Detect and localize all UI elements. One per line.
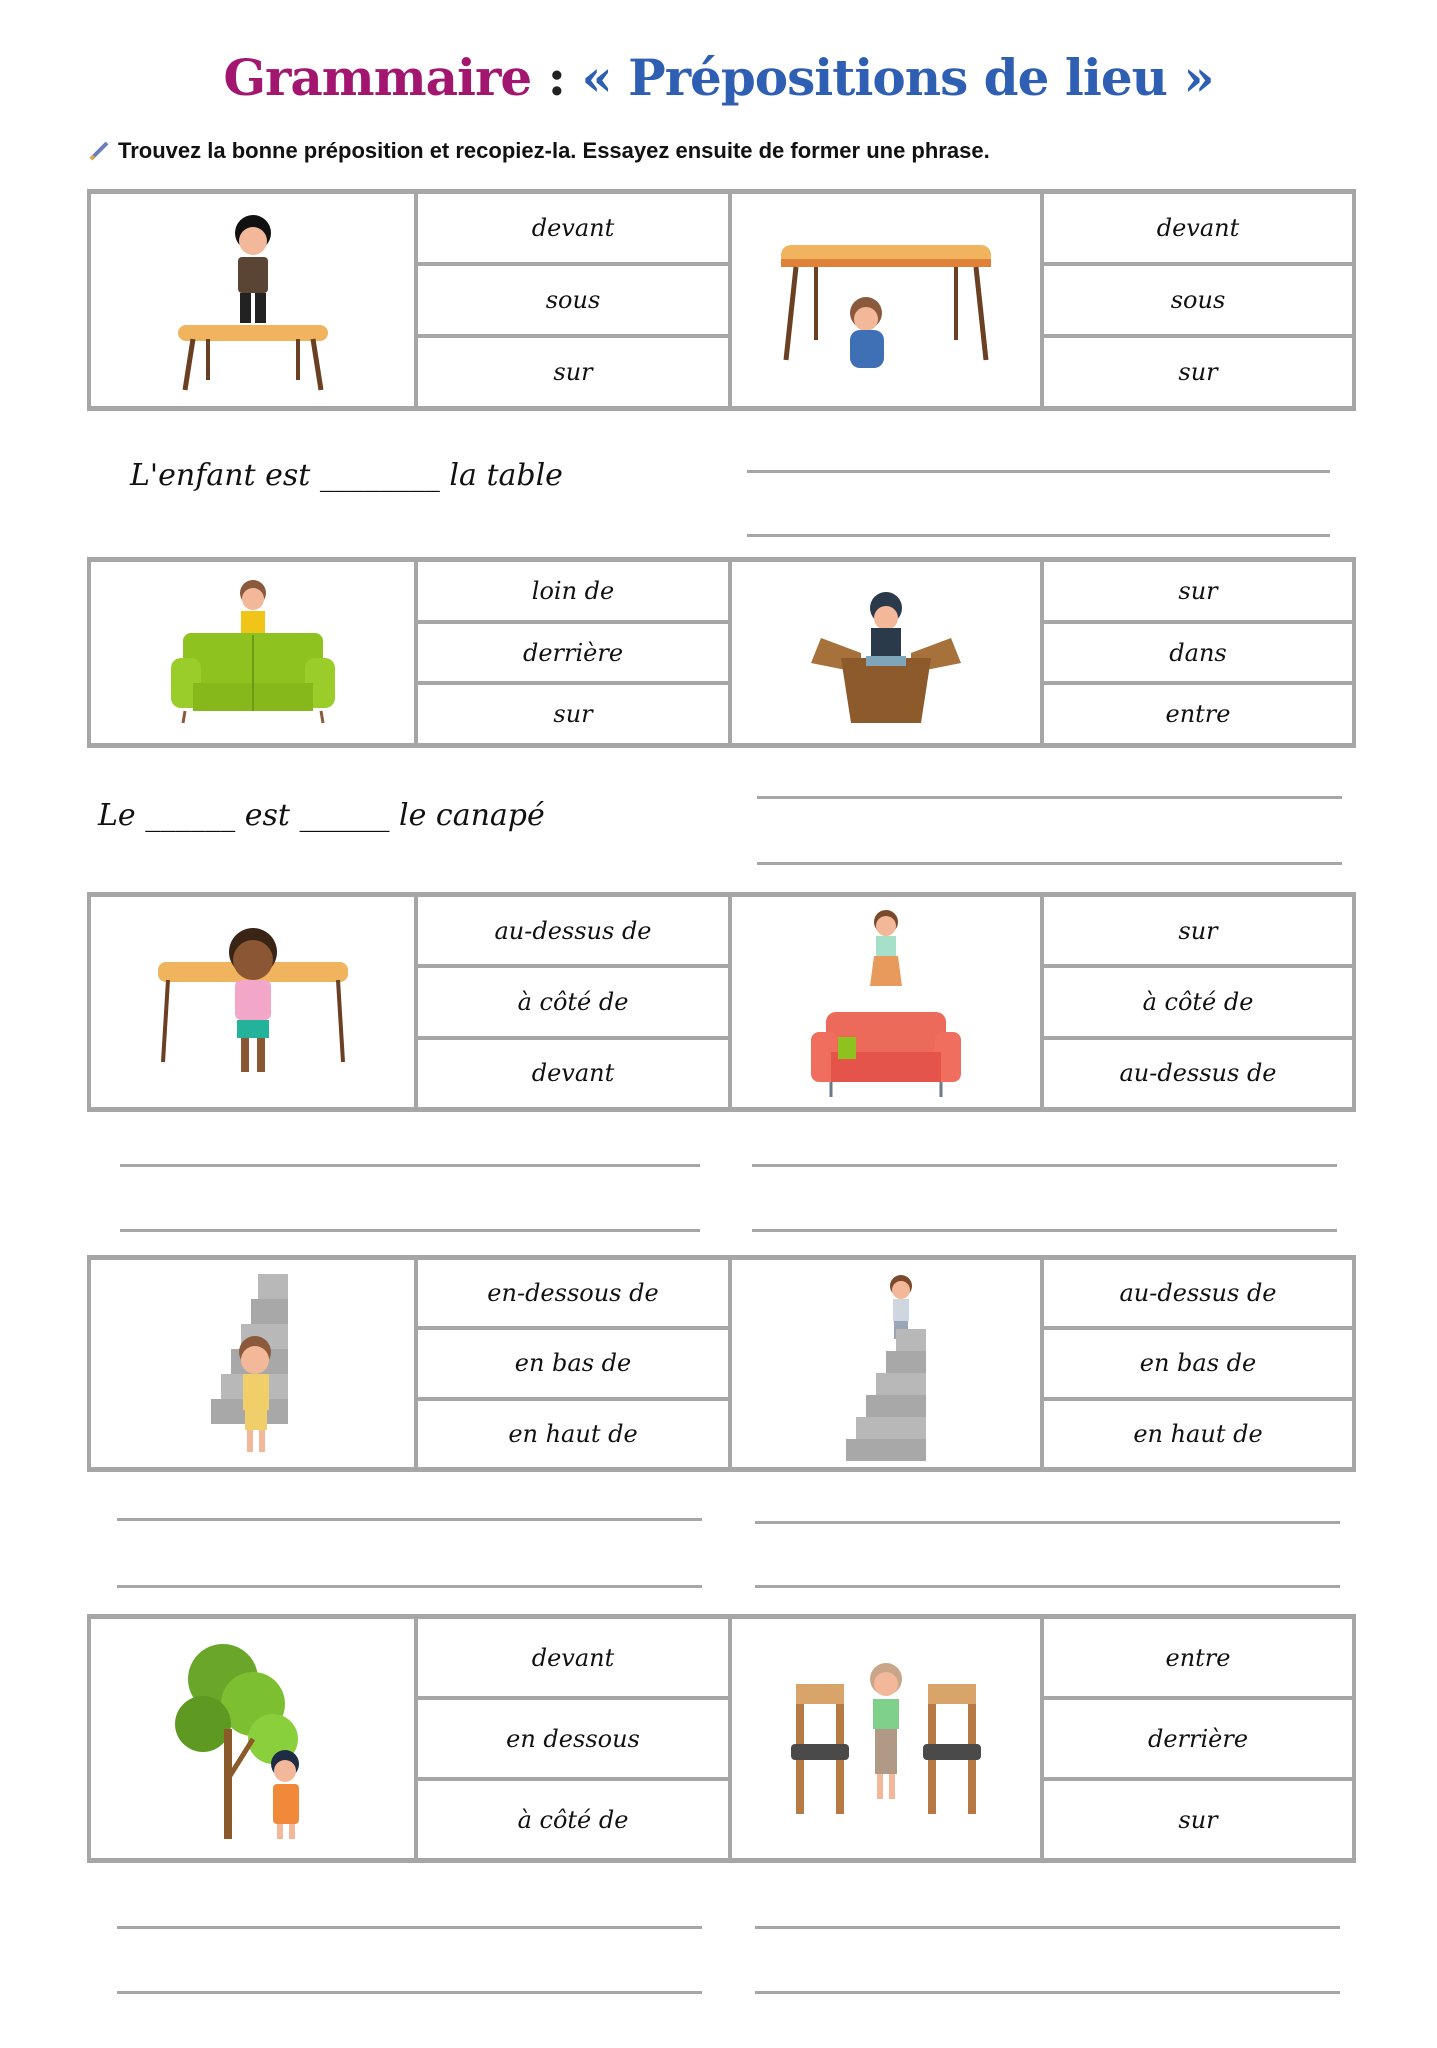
page-title bbox=[0, 48, 1437, 107]
option[interactable]: entre bbox=[1165, 700, 1231, 729]
girl-above-sofa-image bbox=[786, 902, 986, 1102]
option[interactable]: sous bbox=[1044, 266, 1352, 338]
options-column bbox=[1044, 1619, 1352, 1858]
option[interactable]: sur bbox=[1044, 562, 1352, 624]
writing-line[interactable] bbox=[120, 1229, 700, 1232]
writing-line[interactable] bbox=[117, 1926, 702, 1929]
image-cell bbox=[91, 1619, 418, 1858]
girl-next-to-tree-image bbox=[153, 1629, 353, 1849]
options-column bbox=[418, 194, 732, 406]
option[interactable]: en haut de bbox=[508, 1419, 638, 1448]
writing-line[interactable] bbox=[752, 1229, 1337, 1232]
title-grammaire: Grammaire bbox=[223, 48, 532, 107]
title-prepositions: « Prépositions de lieu » bbox=[581, 48, 1214, 107]
options-column bbox=[418, 562, 732, 743]
writing-line[interactable] bbox=[755, 1521, 1340, 1524]
image-cell bbox=[91, 562, 418, 743]
writing-line[interactable] bbox=[117, 1585, 702, 1588]
option[interactable]: en haut de bbox=[1133, 1419, 1263, 1448]
image-cell bbox=[91, 897, 418, 1107]
writing-line[interactable] bbox=[117, 1991, 702, 1994]
option[interactable]: en bas de bbox=[1044, 1330, 1352, 1400]
image-cell bbox=[732, 194, 1044, 406]
writing-line[interactable] bbox=[117, 1518, 702, 1521]
option[interactable]: sur bbox=[553, 358, 593, 386]
image-cell bbox=[732, 562, 1044, 743]
writing-line[interactable] bbox=[747, 534, 1330, 537]
exercise-table-4 bbox=[87, 1255, 1356, 1472]
girl-between-chairs-image bbox=[781, 1654, 991, 1824]
option[interactable]: derrière bbox=[1044, 1700, 1352, 1781]
option[interactable]: devant bbox=[531, 1059, 615, 1088]
option[interactable]: au-dessus de bbox=[418, 897, 728, 968]
options-column bbox=[418, 1619, 732, 1858]
option[interactable]: à côté de bbox=[418, 968, 728, 1039]
boy-on-table-image bbox=[153, 205, 353, 395]
options-column bbox=[1044, 1260, 1352, 1467]
writing-line[interactable] bbox=[120, 1164, 700, 1167]
image-cell bbox=[732, 1619, 1044, 1858]
exercise-table-3 bbox=[87, 892, 1356, 1112]
writing-line[interactable] bbox=[747, 470, 1330, 473]
boy-under-table-image bbox=[766, 215, 1006, 385]
option[interactable]: au-dessus de bbox=[1044, 1260, 1352, 1330]
writing-line[interactable] bbox=[755, 1991, 1340, 1994]
option[interactable]: au-dessus de bbox=[1119, 1059, 1277, 1088]
option[interactable]: en-dessous de bbox=[418, 1260, 728, 1330]
image-cell bbox=[732, 897, 1044, 1107]
girl-in-front-of-table-image bbox=[143, 912, 363, 1092]
example-sentence-2: Le ______ est ______ le canapé bbox=[98, 798, 545, 833]
option[interactable]: loin de bbox=[418, 562, 728, 624]
options-column bbox=[1044, 562, 1352, 743]
option[interactable]: entre bbox=[1044, 1619, 1352, 1700]
option[interactable]: sur bbox=[553, 700, 593, 729]
option[interactable]: devant bbox=[418, 1619, 728, 1700]
option[interactable]: en dessous bbox=[418, 1700, 728, 1781]
option[interactable]: sur bbox=[1178, 358, 1218, 386]
option[interactable]: sur bbox=[1178, 1805, 1218, 1834]
exercise-table-2 bbox=[87, 557, 1356, 748]
option[interactable]: devant bbox=[1044, 194, 1352, 266]
options-column bbox=[418, 1260, 732, 1467]
option[interactable]: sous bbox=[418, 266, 728, 338]
instruction bbox=[88, 138, 990, 164]
options-column bbox=[1044, 194, 1352, 406]
image-cell bbox=[91, 194, 418, 406]
writing-line[interactable] bbox=[752, 1164, 1337, 1167]
writing-line[interactable] bbox=[757, 796, 1342, 799]
exercise-table-1 bbox=[87, 189, 1356, 411]
options-column bbox=[418, 897, 732, 1107]
option[interactable]: en bas de bbox=[418, 1330, 728, 1400]
title-separator: : bbox=[531, 48, 582, 107]
instruction-text: Trouvez la bonne préposition et recopiez-la. Essayez ensuite de former une phrase. bbox=[118, 138, 990, 163]
exercise-table-5 bbox=[87, 1614, 1356, 1863]
girl-top-of-stairs-image bbox=[826, 1264, 946, 1464]
pencil-icon bbox=[88, 140, 110, 162]
writing-line[interactable] bbox=[755, 1585, 1340, 1588]
child-in-box-image bbox=[801, 578, 971, 728]
writing-line[interactable] bbox=[755, 1926, 1340, 1929]
option[interactable]: à côté de bbox=[1044, 968, 1352, 1039]
option[interactable]: devant bbox=[418, 194, 728, 266]
boy-behind-sofa-image bbox=[163, 573, 343, 733]
image-cell bbox=[91, 1260, 418, 1467]
example-sentence-1: L'enfant est ________ la table bbox=[130, 458, 563, 493]
image-cell bbox=[732, 1260, 1044, 1467]
option[interactable]: sur bbox=[1044, 897, 1352, 968]
option[interactable]: dans bbox=[1044, 624, 1352, 686]
writing-line[interactable] bbox=[757, 862, 1342, 865]
options-column bbox=[1044, 897, 1352, 1107]
boy-bottom-of-stairs-image bbox=[183, 1264, 323, 1464]
option[interactable]: à côté de bbox=[517, 1805, 629, 1834]
option[interactable]: derrière bbox=[418, 624, 728, 686]
